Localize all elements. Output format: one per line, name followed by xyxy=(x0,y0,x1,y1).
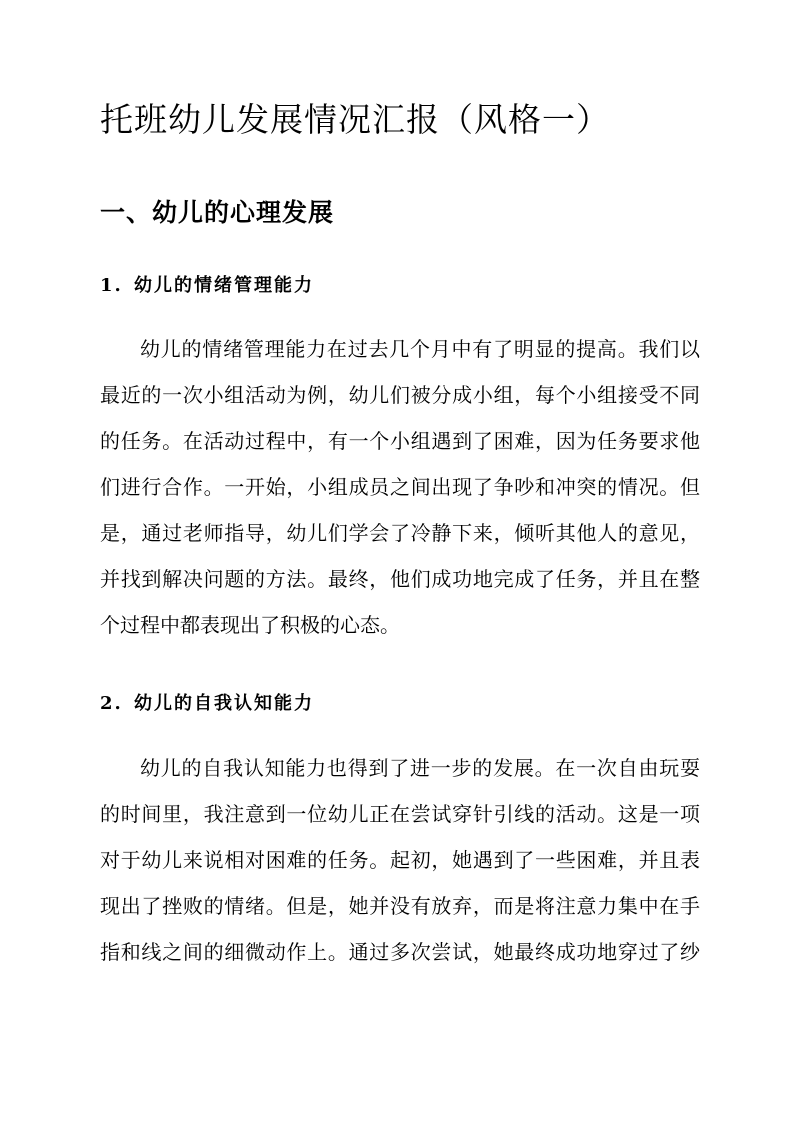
paragraph-line: 的任务。在活动过程中，有一个小组遇到了困难，因为任务要求他 xyxy=(100,429,700,453)
paragraph-line: 们进行合作。一开始，小组成员之间出现了争吵和冲突的情况。但 xyxy=(100,475,700,499)
section-heading-psychological-development: 一、幼儿的心理发展 xyxy=(100,198,335,227)
document-title: 托班幼儿发展情况汇报（风格一） xyxy=(100,100,610,139)
subsection-number: 2. xyxy=(100,693,123,714)
paragraph-line: 指和线之间的细微动作上。通过多次尝试，她最终成功地穿过了纱 xyxy=(100,940,700,964)
paragraph-emotion-management xyxy=(100,326,700,648)
paragraph-line: 对于幼儿来说相对困难的任务。起初，她遇到了一些困难，并且表 xyxy=(100,848,700,872)
subsection-title: 幼儿的情绪管理能力 xyxy=(134,275,314,296)
paragraph-line: 幼儿的自我认知能力也得到了进一步的发展。在一次自由玩耍 xyxy=(140,756,700,780)
paragraph-line: 的时间里，我注意到一位幼儿正在尝试穿针引线的活动。这是一项 xyxy=(100,802,700,826)
paragraph-line: 最近的一次小组活动为例，幼儿们被分成小组，每个小组接受不同 xyxy=(100,383,700,407)
subsection-heading-emotion-management xyxy=(100,272,314,300)
paragraph-line: 个过程中都表现出了积极的心态。 xyxy=(100,613,400,637)
subsection-number: 1. xyxy=(100,275,123,296)
paragraph-line: 并找到解决问题的方法。最终，他们成功地完成了任务，并且在整 xyxy=(100,567,700,591)
paragraph-self-awareness xyxy=(100,745,700,975)
subsection-title: 幼儿的自我认知能力 xyxy=(134,693,314,714)
subsection-heading-self-awareness xyxy=(100,690,314,718)
paragraph-line: 是，通过老师指导，幼儿们学会了冷静下来，倾听其他人的意见， xyxy=(100,521,700,545)
paragraph-line: 幼儿的情绪管理能力在过去几个月中有了明显的提高。我们以 xyxy=(140,337,700,361)
paragraph-line: 现出了挫败的情绪。但是，她并没有放弃，而是将注意力集中在手 xyxy=(100,894,700,918)
